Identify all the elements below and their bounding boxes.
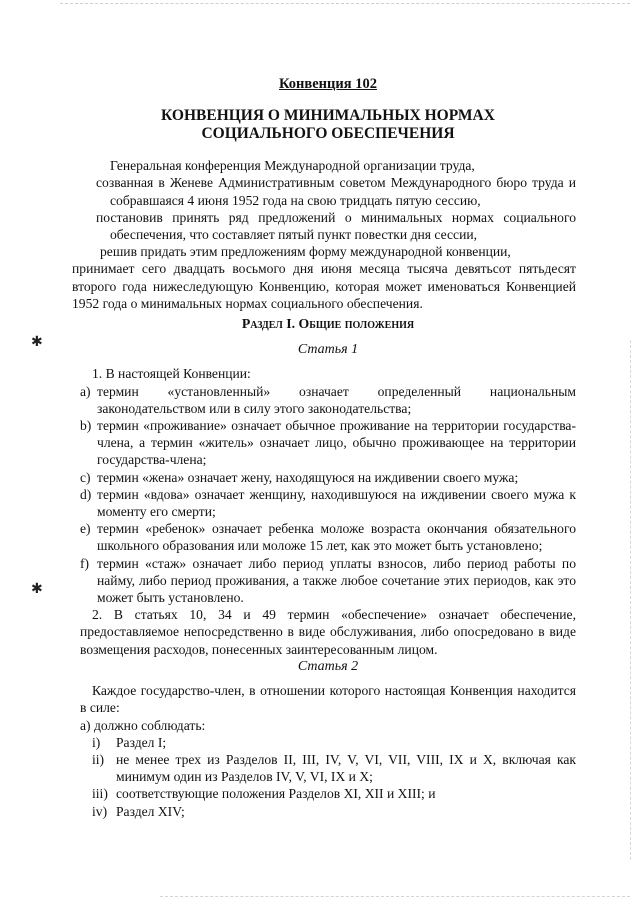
list-item: c) термин «жена» означает жену, находящуюся на иждивении своего мужа; (80, 469, 519, 485)
list-item: ii) не менее трех из Разделов II, III, IV, V, VI, VII, VIII, IX и X, включая как минимум один из Разделов IV, V, VI, IX и X; (92, 751, 576, 785)
preamble-line: Генеральная конференция Международной организации труда, (110, 158, 475, 174)
scan-speck-icon: ✱ (31, 335, 43, 350)
bottom-scan-line (160, 896, 630, 897)
sub-list (80, 734, 576, 820)
right-scan-line (630, 340, 631, 860)
article-title: Статья 2 (297, 658, 359, 674)
article-paragraph: 1. В настоящей Конвенции: (92, 366, 251, 382)
scan-speck-icon: ✱ (31, 582, 43, 597)
section-title: Раздел I. Общие положения (241, 316, 415, 332)
document-body (72, 76, 576, 820)
title-line-1: КОНВЕНЦИЯ О МИНИМАЛЬНЫХ НОРМАХ (161, 107, 495, 125)
convention-number: Конвенция 102 (279, 76, 377, 92)
list-item: а) должно соблюдать: (80, 717, 206, 733)
list-item: b) термин «проживание» означает обычное проживание на территории государства-члена, а термин «житель» означает лицо, обычно проживающее на территории государства-члена; (80, 418, 576, 468)
article-title: Статья 1 (297, 342, 359, 358)
preamble-line: принимает сего двадцать восьмого дня июня месяца тысяча девятьсот пятьдесят второго года нижеследующую Конвенцию, которая может именоваться Конвенцией 1952 года о минимальных нормах социального обеспечения. (72, 261, 576, 311)
list-item: i) Раздел I; (92, 734, 167, 750)
list-item: a) термин «установленный» означает определенный национальным законодательством или в силу этого законодательства; (80, 383, 576, 416)
list-item: iv) Раздел XIV; (92, 803, 185, 819)
list-item: d) термин «вдова» означает женщину, находившуюся на иждивении своего мужа к моменту его смерти; (80, 486, 576, 520)
list-item: iii) соответствующие положения Разделов XI, XII и XIII; и (92, 786, 436, 802)
document-title (80, 107, 576, 143)
article-paragraph: Каждое государство-член, в отношении которого настоящая Конвенция находится в силе: (80, 683, 576, 716)
preamble-line: постановив принять ряд предложений о минимальных нормах социального обеспечения, что составляет пятый пункт повестки дня сессии, (96, 209, 576, 243)
list-item: e) термин «ребенок» означает ребенка моложе возраста окончания обязательного школьного образования или моложе 15 лет, как это может быть установлено; (80, 521, 576, 554)
article-paragraph: 2. В статьях 10, 34 и 49 термин «обеспечение» означает обеспечение, предоставляемое непосредственно в виде обслуживания, либо опосредовано в виде возмещения расходов, понесенных заинтересованным лицом. (80, 607, 576, 657)
title-line-2: СОЦИАЛЬНОГО ОБЕСПЕЧЕНИЯ (201, 125, 455, 143)
preamble-line: решив придать этим предложениям форму международной конвенции, (100, 244, 511, 260)
preamble-line: созванная в Женеве Административным советом Международного бюро труда и собравшаяся 4 июня 1952 года на свою тридцать пятую сессию, (96, 175, 576, 208)
definition-list (80, 383, 576, 607)
list-item: f) термин «стаж» означает либо период уплаты взносов, либо период работы по найму, либо период проживания, а также любое сочетание этих периодов, как это может быть установлено. (80, 555, 576, 606)
top-scan-line (60, 3, 630, 4)
